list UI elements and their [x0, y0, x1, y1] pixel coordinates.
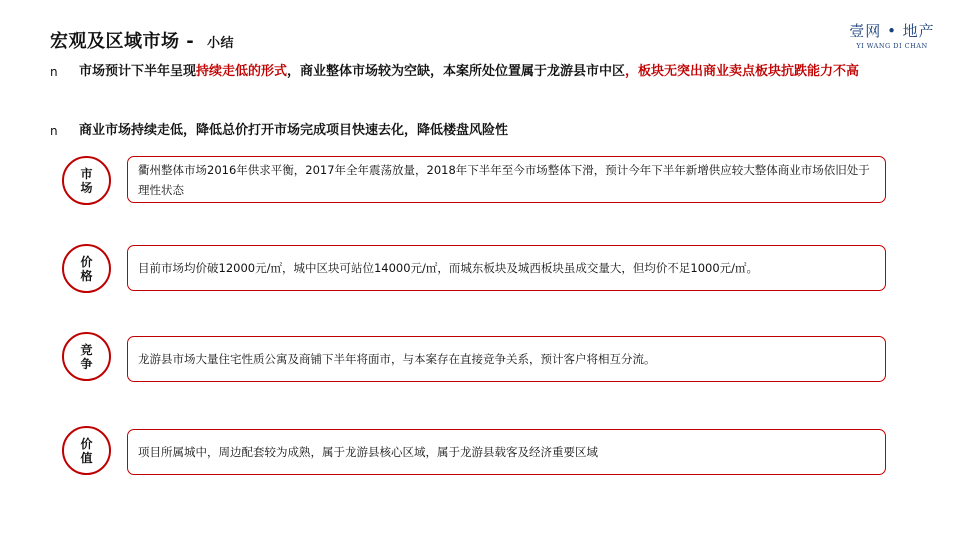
company-logo	[846, 20, 938, 50]
label-circle-text: 竞争	[80, 342, 93, 371]
label-circle	[62, 332, 111, 381]
label-circle	[62, 426, 111, 475]
label-circle-text: 价值	[80, 436, 93, 465]
summary-bullet-1	[50, 58, 900, 86]
bullet-marker: n	[50, 65, 58, 79]
label-circle	[62, 244, 111, 293]
item-market	[62, 154, 888, 208]
logo-pinyin: YI WANG DI CHAN	[856, 42, 928, 50]
item-text-box	[127, 429, 886, 475]
page-title-text: 宏观及区域市场 -	[50, 31, 202, 52]
item-value	[62, 422, 888, 480]
bullet-text-part: ，商业整体市场较为空缺，本案所处位置属于龙游县市中区	[287, 64, 626, 79]
item-competition	[62, 330, 888, 386]
item-text: 龙游县市场大量住宅性质公寓及商铺下半年将面市，与本案存在直接竞争关系，预计客户将相互分流。	[138, 352, 656, 366]
bullet-text	[79, 58, 900, 86]
item-text: 衢州整体市场2016年供求平衡，2017年全年震荡放量，2018年下半年至今市场整体下滑，预计今年下半年新增供应较大整体商业市场依旧处于理性状态	[138, 162, 870, 197]
bullet-text: 商业市场持续走低，降低总价打开市场完成项目快速去化，降低楼盘风险性	[79, 123, 509, 138]
bullet-text-part: 市场预计下半年呈现	[79, 64, 197, 79]
page-title	[50, 27, 234, 53]
bullet-highlight: ，板块无突出商业卖点板块抗跌能力不高	[625, 64, 860, 79]
summary-bullet-2	[50, 117, 900, 145]
item-text-box	[127, 156, 886, 203]
logo-chinese: 壹网 • 地产	[849, 22, 935, 40]
bullet-marker: n	[50, 124, 58, 138]
label-circle-text: 价格	[80, 254, 93, 283]
item-price	[62, 240, 888, 296]
item-text: 目前市场均价破12000元/㎡，城中区块可站位14000元/㎡，而城东板块及城西板块虽成交量大，但均价不足1000元/㎡。	[138, 261, 759, 275]
item-text-box	[127, 245, 886, 291]
item-text-box	[127, 336, 886, 382]
label-circle-text: 市场	[80, 166, 93, 195]
item-text: 项目所属城中，周边配套较为成熟，属于龙游县核心区域，属于龙游县载客及经济重要区域	[138, 445, 598, 459]
bullet-highlight: 持续走低的形式	[196, 64, 288, 79]
page-subtitle: 小结	[207, 36, 235, 51]
label-circle	[62, 156, 111, 205]
